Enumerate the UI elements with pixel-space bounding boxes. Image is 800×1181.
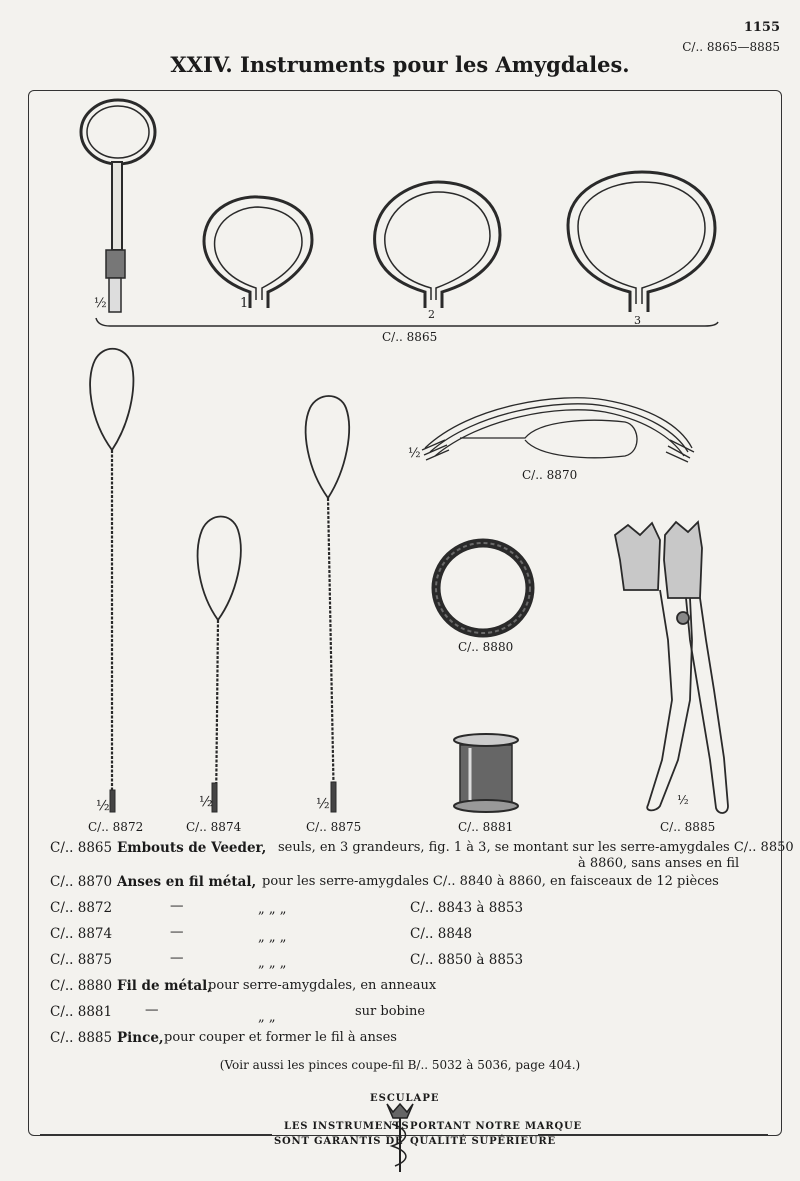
entry-ditto: „ „ „ [258, 930, 287, 945]
scale-label-8885: ½ [677, 793, 689, 807]
entry-ref: C/.. 8885 [50, 1030, 113, 1046]
entry-ref: C/.. 8870 [50, 874, 113, 890]
veeder-tip-3-illustration [568, 172, 715, 312]
fig-label-1: 1 [240, 296, 249, 311]
entry-ref: C/.. 8880 [50, 978, 113, 994]
caption-8880: C/.. 8880 [458, 640, 514, 654]
caption-8875: C/.. 8875 [306, 820, 362, 834]
motto-left-2: SONT GARANTIS DE [274, 1136, 404, 1147]
scale-label-8875: ½ [316, 796, 330, 812]
entry-name: Anses en fil métal, [117, 874, 257, 890]
entry-range: C/.. 8848 [410, 926, 473, 942]
entry-text: pour serre-amygdales, en anneaux [208, 978, 437, 993]
fig-label-3: 3 [634, 314, 641, 327]
caption-8872: C/.. 8872 [88, 820, 144, 834]
scale-label-8874: ½ [199, 794, 213, 810]
scale-label-8865-half: ½ [94, 296, 107, 311]
wire-loop-8875-illustration [306, 396, 349, 812]
wire-bundle-8870-illustration [422, 398, 694, 462]
entry-text: pour les serre-amygdales C/.. 8840 à 8860, en faisceaux de 12 pièces [262, 874, 719, 889]
wire-loop-8872-illustration [90, 349, 133, 812]
footer-rule-left [40, 1134, 272, 1135]
page-number: 1155 [743, 20, 780, 35]
entry-ref: C/.. 8875 [50, 952, 113, 968]
motto-right-2: QUALITÉ SUPÉRIEURE [410, 1136, 556, 1147]
entry-ref: C/.. 8874 [50, 926, 113, 942]
entry-ref: C/.. 8881 [50, 1004, 113, 1020]
page-title: XXIV. Instruments pour les Amygdales. [170, 52, 630, 77]
scale-label-8872: ½ [96, 798, 110, 814]
pliers-8885-illustration [615, 522, 728, 813]
motto-right-1: PORTANT NOTRE MARQUE [410, 1121, 582, 1132]
veeder-tip-2-illustration [375, 182, 500, 308]
veeder-tip-1-illustration [204, 197, 312, 308]
entry-range: C/.. 8850 à 8853 [410, 952, 524, 968]
caption-8885: C/.. 8885 [660, 820, 716, 834]
entry-range: C/.. 8843 à 8853 [410, 900, 524, 916]
entry-text: sur bobine [355, 1004, 426, 1019]
catalog-range: C/.. 8865—8885 [682, 40, 780, 54]
veeder-tip-half-illustration [81, 100, 155, 312]
footer-rule-right [538, 1134, 768, 1135]
wire-spool-8881-illustration [454, 734, 518, 812]
caption-8870: C/.. 8870 [522, 468, 578, 482]
entry-text-cont: à 8860, sans anses en fil [578, 856, 740, 871]
cross-reference-note: (Voir aussi les pinces coupe-fil B/.. 5032 à 5036, page 404.) [219, 1058, 581, 1072]
entry-name: Fil de métal, [117, 978, 212, 994]
entry-text: seuls, en 3 grandeurs, fig. 1 à 3, se montant sur les serre-amygdales C/.. 8850 [278, 840, 794, 855]
motto-left-1: LES INSTRUMENTS [284, 1121, 410, 1132]
scale-label-8870: ½ [408, 446, 421, 461]
wire-loop-8874-illustration [198, 517, 241, 813]
entry-ref: C/.. 8865 [50, 840, 113, 856]
entry-text: pour couper et former le fil à anses [164, 1030, 397, 1045]
wire-ring-8880-illustration [436, 543, 530, 633]
entry-ditto: „ „ [258, 1010, 276, 1025]
caption-8881: C/.. 8881 [458, 820, 514, 834]
entry-ditto: „ „ „ [258, 902, 287, 917]
entry-ref: C/.. 8872 [50, 900, 113, 916]
entry-dash: — [170, 924, 184, 940]
entry-dash: — [170, 898, 184, 914]
entry-ditto: „ „ „ [258, 956, 287, 971]
brand-name: ESCULAPE [370, 1093, 440, 1104]
caption-8865: C/.. 8865 [382, 330, 438, 344]
entry-name: Embouts de Veeder, [117, 840, 267, 856]
fig-label-2: 2 [428, 308, 435, 321]
entry-name: Pince, [117, 1030, 164, 1046]
caption-8874: C/.. 8874 [186, 820, 242, 834]
entry-dash: — [145, 1002, 159, 1018]
entry-dash: — [170, 950, 184, 966]
